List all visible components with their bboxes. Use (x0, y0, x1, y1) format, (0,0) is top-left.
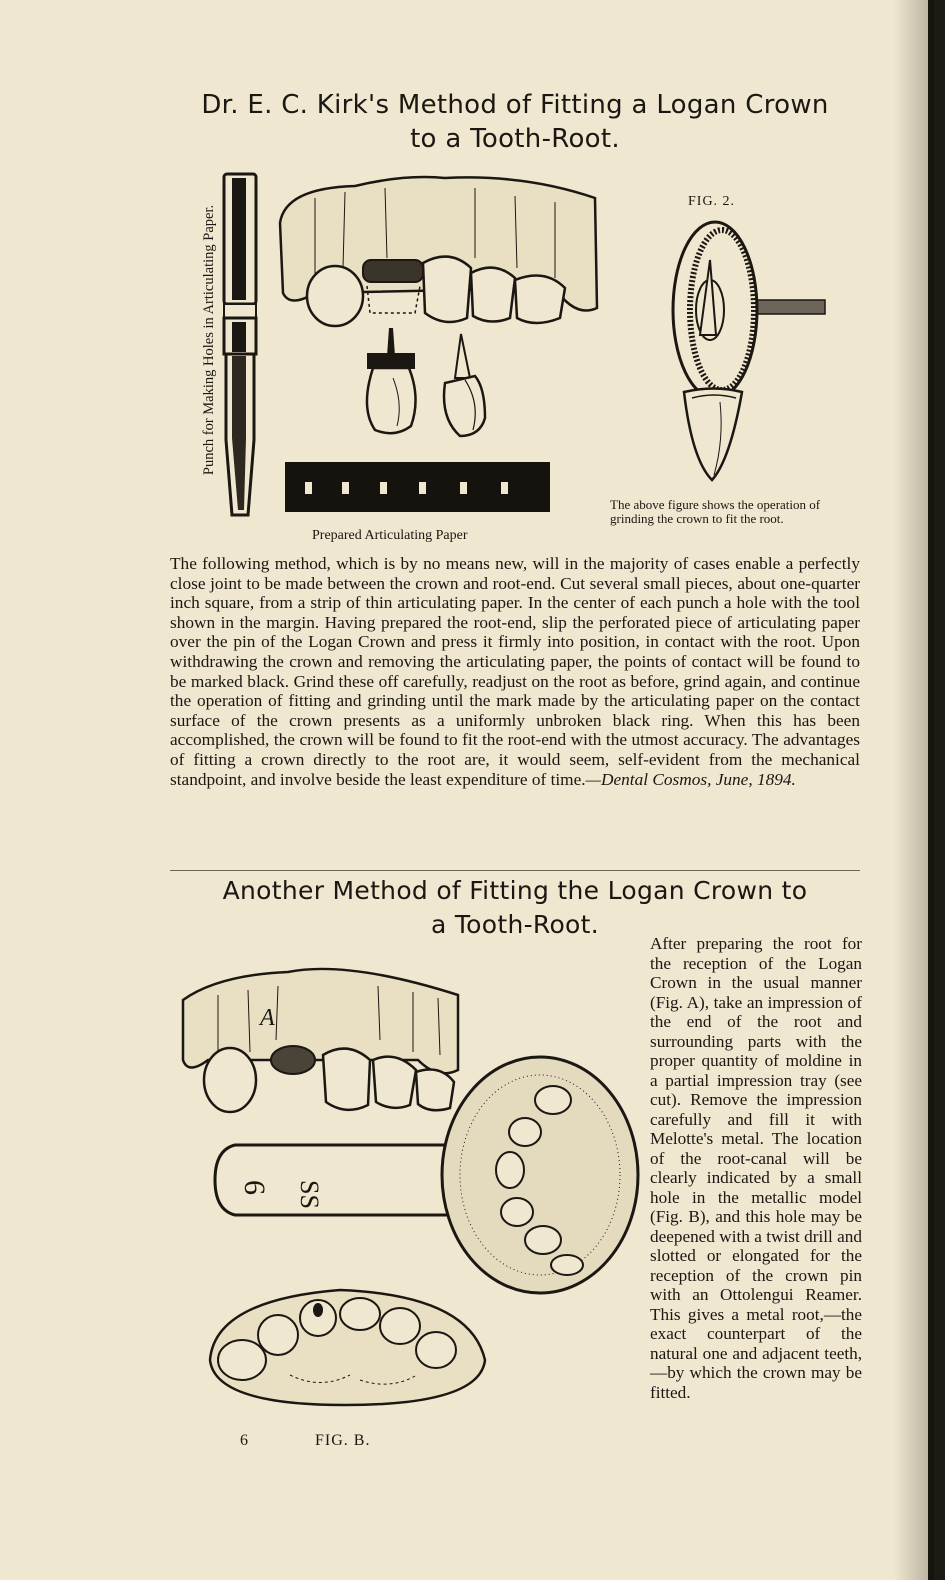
paragraph-another-method: After preparing the root for the reception of the Logan Crown in the usual manner (Fig. A), take an impression of the end of the root and surrounding parts with the proper quantity of moldine in a partial impression tray (see cut). Remove the impression carefully and fill it with Melotte's metal. The location of the root-canal will be clearly indicated by a small hole in the metallic model (Fig. B), and this hole may be deepened with a twist drill and slotted or elongated for the reception of the crown pin with an Ottolengui Reamer. This gives a metal root,—the exact counterpart of the natural one and adjacent teeth,—by which the crown may be fitted. (650, 934, 862, 1402)
section-heading-line2: a Tooth-Root. (430, 910, 600, 939)
section-divider (170, 870, 860, 871)
fig-b-label: FIG. B. (315, 1432, 371, 1449)
fig-b-model-illustration (200, 1280, 490, 1410)
grinding-wheel-illustration (670, 220, 830, 490)
section-heading-line1: Another Method of Fitting the Logan Crown to (222, 876, 808, 905)
page-title-line1: Dr. E. C. Kirk's Method of Fitting a Logan Crown (201, 90, 829, 120)
punch-tool-illustration (210, 170, 270, 520)
fig2-label: FIG. 2. (688, 194, 736, 209)
page-title-line2: to a Tooth-Root. (410, 124, 620, 154)
paragraph-kirk-method-text: The following method, which is by no means new, will in the majority of cases enable a perfectly close joint to be made between the crown and root-end. Cut several small pieces, about one-quarter inch square, from a strip of thin articulating paper. In the center of each punch a hole with the tool shown in the margin. Having prepared the root-end, slip the perforated piece of articulating paper over the pin of the Logan Crown and press it firmly into position, in contact with the root. Upon withdrawing the crown and removing the articulating paper, the points of contact will be found to be marked black. Grind these off carefully, readjust on the root as before, grind again, and continue the operation of fitting and grinding until the mark made by the articulating paper on the contact surface of the crown presents as a uniformly unbroken black ring. When this has been accomplished, the crown will be found to fit the root-end with the utmost accuracy. The advantages of fitting a crown directly to the root are, it would seem, self-evident from the mechanical standpoint, and involve beside the least expenditure of time. (170, 554, 860, 789)
paper-caption: Prepared Articulating Paper (312, 528, 468, 543)
page-number: 6 (240, 1432, 248, 1449)
citation: —Dental Cosmos, June, 1894. (585, 769, 796, 789)
impression-tray-illustration (205, 1040, 645, 1280)
tray-mark: SS (295, 1180, 324, 1209)
page-title (150, 88, 880, 156)
articulating-paper-strip (285, 462, 550, 512)
page-edge-shadow (894, 0, 934, 1580)
punch-label: Punch for Making Holes in Articulating Paper. (201, 204, 217, 476)
fig2-caption: The above figure shows the operation of grinding the crown to fit the root. (610, 497, 821, 526)
tray-number: 6 (238, 1180, 271, 1195)
paragraph-kirk-method (170, 554, 860, 789)
crown-teeth-illustration (275, 168, 605, 438)
section-heading (165, 874, 865, 942)
fig-a-letter: A (260, 1005, 275, 1031)
